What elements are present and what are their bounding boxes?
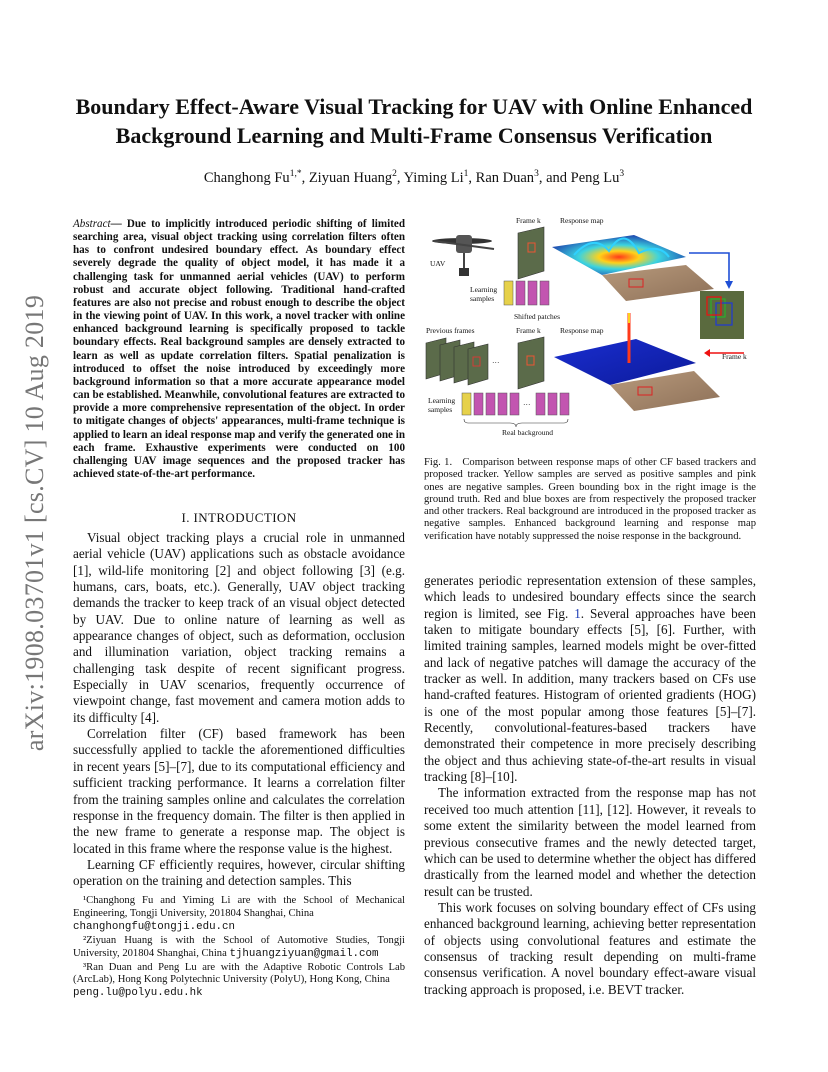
shifted-patches: [504, 281, 549, 305]
real-background-label: Real background: [502, 428, 554, 437]
brace: [464, 419, 568, 427]
email[interactable]: peng.lu@polyu.edu.hk: [73, 987, 203, 1000]
response-map-label-top: Response map: [560, 216, 604, 225]
paragraph: Learning CF efficiently requires, however, circular shifting operation on the training and detection samples. This: [73, 856, 405, 889]
real-background-samples: [462, 393, 569, 415]
learning-label-top: Learning: [470, 285, 498, 294]
arxiv-identifier: arXiv:1908.03701v1 [cs.CV] 10 Aug 2019: [20, 294, 50, 752]
intro-right-column: [424, 573, 756, 998]
paragraph: Visual object tracking plays a crucial role in unmanned aerial vehicle (UAV) applications such as obstacle avoidance [1], wild-life monitoring [2] and object following [3] (e.g. humans, cars, boats, etc.). Generally, UAV object tracking demands the tracker to keep track of an visual object detected by UAV. Due to online nature of learning as well as appearance changes of object, such as deformation, occlusion and illumination variation, object tracking remains a challenging task despite of recent significant progress. Especially in UAV scenarios, frequently occurrence of viewpoint change, fast movement and camera motion adds to its difficulty [4].: [73, 530, 405, 725]
paper-title: [60, 92, 768, 150]
samples-label-bottom: samples: [428, 405, 453, 414]
title-line-2: Background Learning and Multi-Frame Consensus Verification: [115, 123, 713, 148]
author: Peng Lu$^3$: [570, 169, 625, 186]
frame-k-label-right: Frame k: [722, 352, 747, 361]
footnotes: [73, 895, 405, 1001]
email[interactable]: changhongfu@tongji.edu.cn: [73, 920, 235, 933]
abstract-label: Abstract: [73, 218, 111, 230]
paragraph: This work focuses on solving boundary effect of CFs using enhanced background learning, achieving better representation of objects using convolutional features and estimate the consensus of tracking result depending on multi-frame consensus verification. A novel boundary effect-aware visual tracking approach is proposed, i.e. BEVT tracker.: [424, 899, 756, 997]
previous-frames-label: Previous frames: [426, 326, 475, 335]
author: Ziyuan Huang$^2$,: [308, 169, 404, 186]
author-list: [60, 170, 768, 187]
abstract: Abstract— Due to implicitly introduced periodic shifting of limited searching area, visual object tracking using correlation filters often has to confront undesired boundary effect. As boundary effect severely degrade the quality of object model, it has made it a challenging task for unmanned aerial vehicles (UAV) to perform robust and accurate object following. Traditional hand-crafted features are also not precise and robust enough to describe the object in the viewing point of UAV. In this work, a novel tracker with online enhanced background learning is specifically proposed to tackle boundary effects. Real background samples are densely extracted to learn as well as update correlation filters. Spatial penalization is introduced to offset the noise introduced by exceedingly more background information so that a more accurate appearance model can be established. Meanwhile, convolutional features are extracted to provide a more comprehensive representation of the object. In order to mitigate changes of objects' appearances, multi-frame technique is applied to learn an ideal response map and verify the generated one in each frame. Exhaustive experiments were conducted on 100 challenging UAV image sequences and the proposed tracker has achieved state-of-the-art performance.: [73, 218, 405, 480]
previous-frames-stack: [426, 338, 488, 385]
paragraph: Correlation filter (CF) based framework has been successfully applied to tackle the aforementioned difficulties in recent years [5]–[7], due to its computational efficiency and sufficient tracking performance. It learns a correlation filter from the training samples online and calculates the correlation response in the frequency domain. The filter is then applied in the new frame to generate a response map. The object is located in this frame where the response value is the highest.: [73, 726, 405, 856]
samples-label-top: samples: [470, 294, 495, 303]
learning-label-bottom: Learning: [428, 396, 456, 405]
section-heading: I. INTRODUCTION: [181, 510, 297, 525]
uav-label: UAV: [430, 259, 446, 268]
caption-label: Fig. 1.: [424, 457, 453, 468]
paragraph: generates periodic representation extension of these samples, which leads to undesired boundary effects since the search region is limited, see Fig. 1. Several approaches have been taken to mitigate boundary effects [5], [6]. Further, with limited training samples, learned models might be over-fitted and lack of negative patches will damage the accuracy of the tracker as well. In addition, many trackers based on CFs use hand-crafted features. Histogram of oriented gradients (HOG) is one of the most popular among those features [5]–[7]. Recently, convolutional-features-based trackers have demonstrated their competence in more precisely describing the object and thus achieving state-of-the-art results in visual tracking [8]–[10].: [424, 573, 756, 785]
author: Ran Duan$^3$, and: [475, 169, 571, 186]
ellipsis-frames: ···: [492, 358, 500, 367]
intro-left-column: [73, 530, 405, 890]
top-arrow-head: [725, 281, 733, 289]
frame-k-label-top: Frame k: [516, 216, 541, 225]
response-map-label-bottom: Response map: [560, 326, 604, 335]
title-line-1: Boundary Effect-Aware Visual Tracking for UAV with Online Enhanced: [75, 94, 753, 119]
figure-1: [424, 213, 756, 441]
footnote: ¹Changhong Fu and Yiming Li are with the School of Mechanical Engineering, Tongji University, 201804 Shanghai, China changhongfu@tongji.edu.cn: [73, 895, 405, 933]
author: Changhong $Fu^{1,*}$,: [203, 169, 309, 186]
email[interactable]: tjhuangziyuan@gmail.com: [229, 947, 379, 960]
footnote: ³Ran Duan and Peng Lu are with the Adaptive Robotic Controls Lab (ArcLab), Hong Kong Polytechnic University (PolyU), Hong Kong, China peng.lu@polyu.edu.hk: [73, 961, 405, 1000]
author: Yiming Li$^1$,: [403, 169, 476, 186]
uav-drone-icon: [432, 235, 494, 276]
ellipsis-samples: ···: [523, 400, 531, 409]
tracking-diagram: [424, 213, 756, 441]
figure-link[interactable]: 1: [574, 605, 581, 621]
figure-caption: [424, 457, 756, 543]
bottom-arrow-head: [704, 349, 710, 357]
frame-k-label-bottom: Frame k: [516, 326, 541, 335]
caption-text: Comparison between response maps of other CF based trackers and proposed tracker. Yellow samples are served as positive samples and pink ones are negative samples. Green bounding box in the right image is the ground truth. Red and blue boxes are from respectively the proposed tracker and other trackers. Real background are introduced in the proposed tracker as negative samples. Enhanced background learning and response map verification have notably suppressed the noise response in the background.: [424, 457, 757, 542]
paragraph: The information extracted from the response map has not received too much attention [11], [12]. However, it reveals to some extent the similarity between the model learned from previous consecutive frames and the newly detected target, which can be used to determine whether the object has differed drastically from the learned model and whether the detection result can be trusted.: [424, 785, 756, 899]
footnote: ²Ziyuan Huang is with the School of Automotive Studies, Tongji University, 201804 Shanghai, China tjhuangziyuan@gmail.com: [73, 934, 405, 960]
result-frame-image: [700, 291, 744, 339]
frame-k-image-bottom: [518, 337, 544, 389]
frame-k-image-top: [518, 227, 544, 279]
shifted-patches-label: Shifted patches: [514, 312, 561, 321]
abstract-text: Due to implicitly introduced periodic shifting of limited searching area, visual object tracking using correlation filters often has to confront undesired boundary effect. As boundary effect severely degrade the quality of object model, it has made it a challenging task for unmanned aerial vehicles (UAV) to perform robust and accurate object following. Traditional hand-crafted features are also not precise and robust enough to describe the object in the viewing point of UAV. In this work, a novel tracker with online enhanced background learning is specifically proposed to tackle boundary effects. Real background samples are densely extracted to learn as well as update correlation filters. Spatial penalization is introduced to offset the noise introduced by exceedingly more background information so that a more accurate appearance model can be established. Meanwhile, convolutional features are extracted to provide a more comprehensive representation of the object. In order to mitigate changes of objects' appearances, multi-frame technique is applied to learn an ideal response map and verify the generated one in each frame. Exhaustive experiments were conducted on 100 challenging UAV image sequences and the proposed tracker has achieved state-of-the-art performance.: [73, 218, 405, 480]
